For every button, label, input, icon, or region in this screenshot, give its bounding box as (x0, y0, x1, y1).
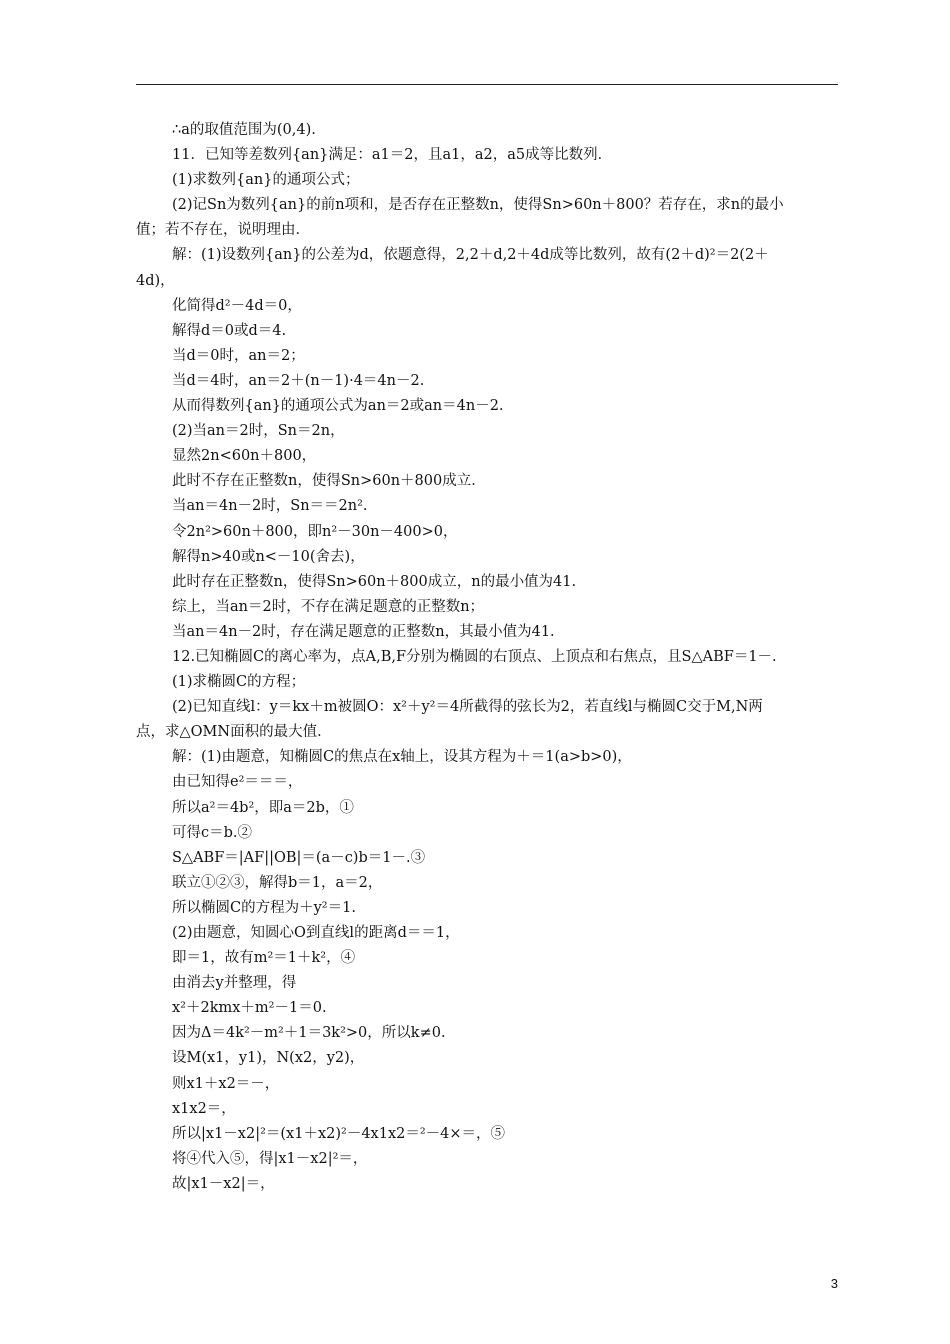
text-line: 综上，当an＝2时，不存在满足题意的正整数n； (172, 598, 485, 615)
text-line: (1)求椭圆C的方程； (172, 674, 306, 691)
text-line: (2)已知直线l：y＝kx＋m被圆O：x²＋y²＝4所截得的弦长为2，若直线l与椭圆C交于M,N两 (172, 699, 763, 716)
text-line: 将④代入⑤，得|x1－x2|²＝， (172, 1150, 368, 1167)
text-line: 解：(1)由题意，知椭圆C的焦点在x轴上，设其方程为＋＝1(a>b>0)， (172, 749, 632, 766)
page-number: 3 (830, 1276, 838, 1291)
document-body (136, 118, 838, 1197)
text-line: 4d)， (136, 272, 175, 289)
text-line: S△ABF＝|AF||OB|＝(a－c)b＝1－.③ (172, 849, 426, 866)
text-line: 点，求△OMN面积的最大值． (136, 724, 332, 741)
text-line: 显然2n<60n＋800， (172, 448, 317, 465)
text-line: 由已知得e²＝＝＝， (172, 774, 303, 791)
text-line: x1x2＝， (172, 1100, 236, 1117)
text-line: x²＋2kmx＋m²－1＝0. (172, 1000, 327, 1017)
text-line: 令2n²>60n＋800，即n²－30n－400>0， (172, 523, 458, 540)
text-line: 即＝1，故有m²＝1＋k²，④ (172, 950, 356, 967)
text-line: 由消去y并整理，得 (172, 975, 297, 992)
text-line: 解得n>40或n<－10(舍去)， (172, 548, 365, 565)
text-line: 化简得d²－4d＝0， (172, 297, 302, 314)
text-line: 故|x1－x2|＝， (172, 1175, 275, 1192)
text-line: 当d＝4时，an＝2＋(n－1)·4＝4n－2. (172, 372, 425, 389)
text-line: 联立①②③，解得b＝1，a＝2， (172, 874, 383, 891)
text-line: 所以椭圆C的方程为＋y²＝1. (172, 899, 356, 916)
text-line: 设M(x1，y1)，N(x2，y2)， (172, 1050, 365, 1067)
text-line: 解得d＝0或d＝4. (172, 322, 287, 339)
text-line: 所以|x1－x2|²＝(x1＋x2)²－4x1x2＝²－4×＝，⑤ (172, 1125, 506, 1142)
text-line: 所以a²＝4b²，即a＝2b，① (172, 799, 354, 816)
text-line: (2)当an＝2时，Sn＝2n， (172, 423, 345, 440)
text-line: 解：(1)设数列{an}的公差为d，依题意得，2,2＋d,2＋4d成等比数列，故有(2＋d)²＝2(2＋ (172, 247, 769, 264)
text-line: 此时存在正整数n，使得Sn>60n＋800成立，n的最小值为41. (172, 573, 577, 590)
text-line: 当an＝4n－2时，存在满足题意的正整数n，其最小值为41. (172, 623, 555, 640)
text-line: 11．已知等差数列{an}满足：a1＝2，且a1，a2，a5成等比数列． (172, 147, 613, 164)
text-line: 12.已知椭圆C的离心率为，点A,B,F分别为椭圆的右顶点、上顶点和右焦点，且S△ABF＝1－. (172, 648, 777, 665)
text-line: 因为Δ＝4k²－m²＋1＝3k²>0，所以k≠0. (172, 1025, 446, 1042)
text-line: ∴a的取值范围为(0,4). (172, 122, 316, 138)
text-line: (2)由题意，知圆心O到直线l的距离d＝＝1， (172, 925, 460, 941)
text-line: 当an＝4n－2时，Sn＝＝2n². (172, 498, 368, 515)
text-line: (2)记Sn为数列{an}的前n项和，是否存在正整数n，使得Sn>60n＋800？若存在，求n的最小 (172, 197, 784, 214)
header-rule (136, 84, 838, 85)
text-line: 则x1＋x2＝－， (172, 1075, 280, 1092)
text-line: 此时不存在正整数n，使得Sn>60n＋800成立． (172, 473, 486, 490)
text-line: 值；若不存在，说明理由． (136, 222, 310, 239)
text-line: 当d＝0时，an＝2； (172, 347, 305, 364)
text-line: (1)求数列{an}的通项公式； (172, 172, 360, 189)
text-line: 可得c＝b.② (172, 824, 253, 841)
text-line: 从而得数列{an}的通项公式为an＝2或an＝4n－2. (172, 398, 504, 415)
